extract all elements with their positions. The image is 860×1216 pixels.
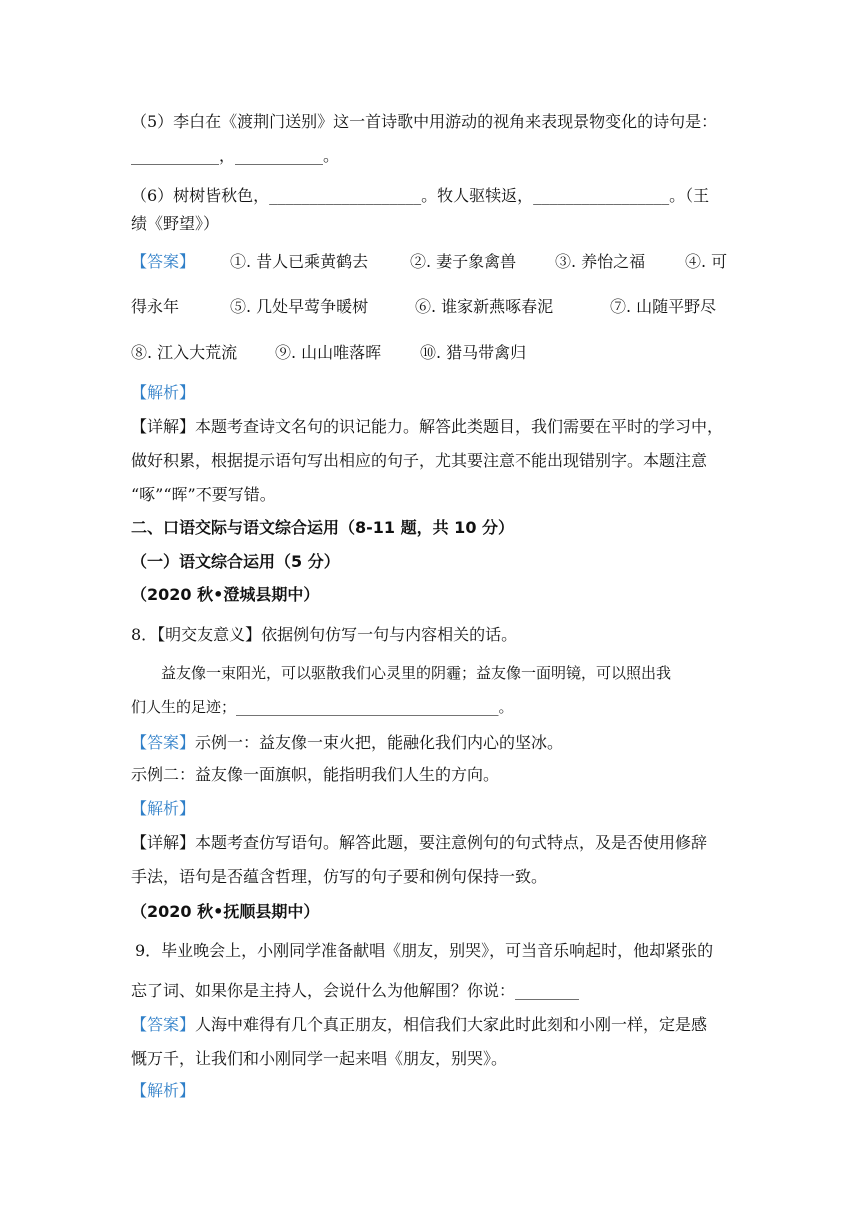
analysis-line: 【详解】本题考查诗文名句的识记能力。解答此类题目，我们需要在平时的学习中， <box>131 417 724 436</box>
answer-tag: 【答案】 <box>131 733 196 752</box>
analysis-line: 做好积累，根据提示语句写出相应的句子，尤其要注意不能出现错别字。本题注意 <box>131 451 708 470</box>
analysis-tag: 【解析】 <box>131 383 196 402</box>
question-source: （2020 秋•抚顺县期中） <box>131 902 320 921</box>
q9-answer <box>131 1013 707 1037</box>
answer-tag: 【答案】 <box>131 1015 196 1034</box>
answer-item: ①. 昔人已乘黄鹤去 <box>230 252 369 271</box>
q5-line1: （5）李白在《渡荆门送别》这一首诗歌中用游动的视角来表现景物变化的诗句是： <box>131 112 718 131</box>
answer-tag: 【答案】 <box>131 252 196 271</box>
q8-example-line1: 益友像一束阳光，可以驱散我们心灵里的阴霾；益友像一面明镜，可以照出我 <box>161 664 672 682</box>
section-heading: 二、口语交际与语文综合运用（8-11 题，共 10 分） <box>131 518 515 537</box>
q8-prompt: 8．【明交友意义】依据例句仿写一句与内容相关的话。 <box>131 625 518 644</box>
analysis-line: 【详解】本题考查仿写语句。解答此题，要注意例句的句式特点，及是否使用修辞 <box>131 833 708 852</box>
answer-item: ③. 养怡之福 <box>555 252 646 271</box>
analysis-line: 手法，语句是否蕴含哲理，仿写的句子要和例句保持一致。 <box>131 867 548 886</box>
q6-line2: 绩《野望》） <box>131 214 220 233</box>
q9-prompt-line1: 9．毕业晚会上，小刚同学准备献唱《朋友，别哭》，可当音乐响起时，他却紧张的 <box>135 941 714 960</box>
answer-item: ⑤. 几处早莺争暖树 <box>230 297 369 316</box>
q6-line1: （6）树树皆秋色，___________________。牧人驱犊返，_________________。（王 <box>131 186 710 205</box>
q5-line2: ___________，___________。 <box>131 146 340 165</box>
answer-item: ⑥. 谁家新燕啄春泥 <box>415 297 554 316</box>
question-source: （2020 秋•澄城县期中） <box>131 585 320 604</box>
section-subheading: （一）语文综合运用（5 分） <box>131 552 340 571</box>
q8-answer <box>131 731 563 755</box>
q9-answer-line2: 慨万千，让我们和小刚同学一起来唱《朋友，别哭》。 <box>131 1049 508 1068</box>
q8-answer-line2: 示例二：益友像一面旗帜，能指明我们人生的方向。 <box>131 765 500 784</box>
answer-item: ⑦. 山随平野尽 <box>610 297 717 316</box>
answer-item: ⑩. 猎马带禽归 <box>420 343 527 362</box>
answer-text: 示例一：益友像一束火把，能融化我们内心的坚冰。 <box>195 733 564 752</box>
answer-item: 得永年 <box>131 297 180 316</box>
answer-item: ④. 可 <box>685 252 728 271</box>
answer-item: ⑧. 江入大荒流 <box>131 343 238 362</box>
answer-text: 人海中难得有几个真正朋友，相信我们大家此时此刻和小刚一样，定是感 <box>195 1015 708 1034</box>
analysis-tag: 【解析】 <box>131 799 196 818</box>
answer-item: ②. 妻子象禽兽 <box>410 252 517 271</box>
q9-prompt-line2: 忘了词、如果你是主持人，会说什么为他解围？你说：________ <box>131 981 580 1000</box>
answer-item: ⑨. 山山唯落晖 <box>275 343 382 362</box>
analysis-line: “啄”“晖”不要写错。 <box>131 485 276 504</box>
analysis-tag: 【解析】 <box>131 1081 196 1100</box>
q8-example-line2: 们人生的足迹；___________________________________。 <box>131 698 514 716</box>
